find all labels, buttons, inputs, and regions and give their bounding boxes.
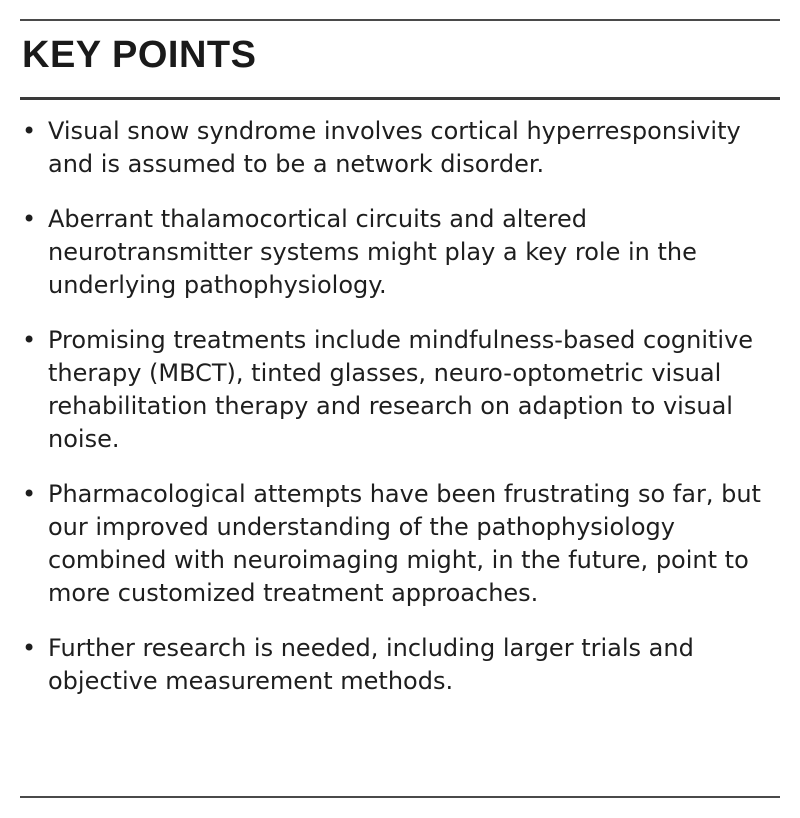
bullet-icon: •: [22, 117, 37, 145]
key-point-text: Visual snow syndrome involves cortical hyperresponsivity and is assumed to be a network disorder.: [48, 117, 741, 178]
key-point-2: [20, 203, 780, 302]
bottom-divider: [20, 796, 780, 798]
bullet-icon: •: [22, 205, 37, 233]
key-point-text: Aberrant thalamocortical circuits and altered neurotransmitter systems might play a key role in the underlying pathophysiology.: [48, 205, 697, 299]
key-point-4: [20, 478, 780, 610]
key-points-panel: [20, 19, 780, 798]
key-points-list: [20, 115, 780, 720]
key-point-text: Further research is needed, including larger trials and objective measurement methods.: [48, 634, 694, 695]
key-point-1: [20, 115, 780, 181]
bullet-icon: •: [22, 326, 37, 354]
bullet-icon: •: [22, 480, 37, 508]
key-point-5: [20, 632, 780, 698]
key-point-3: [20, 324, 780, 456]
key-point-text: Pharmacological attempts have been frustrating so far, but our improved understanding of the pathophysiology combined with neuroimaging might, in the future, point to more customized treatment approaches.: [48, 480, 761, 607]
panel-heading: KEY POINTS: [22, 34, 257, 76]
key-point-text: Promising treatments include mindfulness-based cognitive therapy (MBCT), tinted glasses, neuro-optometric visual rehabilitation therapy and research on adaption to visual noise.: [48, 326, 754, 453]
top-divider: [20, 19, 780, 21]
heading-divider: [20, 97, 780, 100]
bullet-icon: •: [22, 634, 37, 662]
